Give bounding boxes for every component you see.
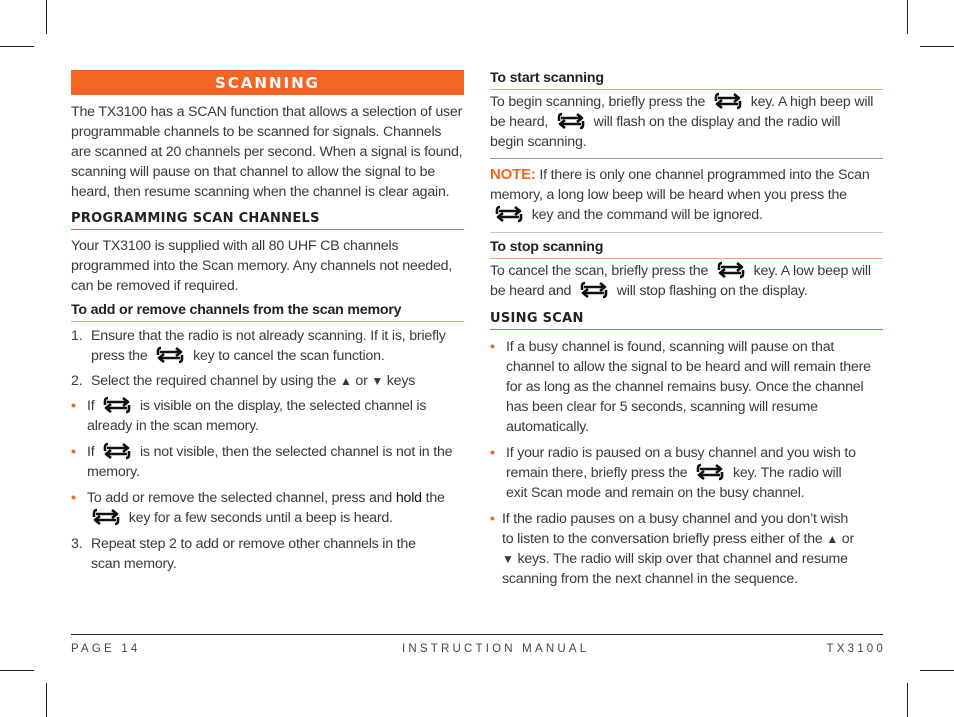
bullet-item	[71, 488, 464, 528]
down-arrow-icon: ▼	[502, 552, 514, 566]
intro-text: The TX3100 has a SCAN function that allows a selection of user programmable channels to be scanned for signals. Channels are scanned at 20 channels per second. When a signal is found, scanning will pause on that channel to allow the signal to be heard, then resume scanning when the channel is clear again.	[71, 104, 463, 200]
bullet-text: To add or remove the selected channel, press and	[87, 490, 393, 506]
bullet-text: If a busy channel is found, scanning will pause on that channel to allow the signal to be heard and will remain there for as long as the channel remains busy. Once the channel has been clear for 5 seconds, scanning will resume automatically.	[506, 339, 871, 435]
manual-title: INSTRUCTION MANUAL	[402, 643, 590, 655]
bullet-text: key for a few seconds until a beep is heard.	[128, 510, 393, 526]
hold-emphasis: hold	[395, 490, 422, 506]
bullet-text: key. The radio will exit Scan mode and remain on the busy channel.	[506, 465, 842, 501]
paragraph-text: will stop flashing on the display.	[616, 283, 808, 299]
left-column	[71, 70, 464, 574]
bullet-text: the	[425, 490, 445, 506]
crop-mark	[0, 670, 34, 671]
paragraph-text: To cancel the scan, briefly press the	[490, 263, 709, 279]
scan-key-icon	[554, 112, 588, 130]
bullet-icon: •	[490, 445, 495, 461]
step-text: keys	[386, 373, 416, 389]
crop-mark	[46, 0, 47, 34]
step-number: 2.	[71, 373, 83, 389]
right-column	[490, 70, 883, 589]
up-arrow-icon: ▲	[339, 374, 352, 388]
paragraph-text: To begin scanning, briefly press the	[490, 94, 706, 110]
add-remove-heading: To add or remove channels from the scan memory	[71, 302, 464, 322]
paragraph-text: key. A high beep will be heard,	[490, 94, 874, 130]
bullet-item	[71, 396, 464, 436]
crop-mark	[46, 683, 47, 717]
bullet-item	[490, 337, 883, 437]
down-arrow-icon: ▼	[371, 374, 384, 388]
bullet-text: is not visible, then the selected channel is not in the memory.	[87, 444, 453, 480]
stop-scanning-text	[490, 261, 883, 301]
divider	[490, 158, 883, 159]
start-scanning-heading: To start scanning	[490, 70, 883, 90]
scan-key-icon	[153, 346, 187, 364]
note-text: If there is only one channel programmed into the Scan memory, a long low beep will be heard when you press the	[490, 167, 870, 203]
step-number: 3.	[71, 536, 83, 552]
bullet-text: is visible on the display, the selected channel is already in the scan memory.	[87, 398, 427, 434]
bullet-icon: •	[490, 339, 495, 355]
scan-key-icon	[492, 205, 526, 223]
note-text: key and the command will be ignored.	[531, 207, 763, 223]
paragraph-text: will flash on the display and the radio will begin scanning.	[490, 114, 841, 150]
crop-mark	[920, 670, 954, 671]
crop-mark	[907, 0, 908, 34]
step-2	[71, 371, 464, 391]
divider	[490, 232, 883, 233]
using-scan-heading: USING SCAN	[490, 311, 883, 330]
section-banner: SCANNING	[71, 70, 464, 95]
step-text: Select the required channel by using the	[91, 373, 337, 389]
crop-mark	[907, 683, 908, 717]
crop-mark	[920, 46, 954, 47]
page-number: PAGE 14	[71, 643, 141, 655]
scan-key-icon	[89, 508, 123, 526]
crop-mark	[0, 46, 34, 47]
scan-key-icon	[714, 261, 748, 279]
step-text: or	[355, 373, 368, 389]
note-label: NOTE:	[490, 166, 536, 183]
model-name: TX3100	[826, 643, 886, 655]
bullet-icon: •	[490, 511, 495, 527]
scan-key-icon	[100, 442, 134, 460]
programming-heading: PROGRAMMING SCAN CHANNELS	[71, 211, 464, 230]
bullet-text: If your radio is paused on a busy channel and you wish to remain there, briefly press the	[506, 445, 856, 481]
bullet-text: keys. The radio will skip over that channel and resume scanning from the next channel in the sequence.	[502, 551, 848, 587]
scan-key-icon	[711, 92, 745, 110]
bullet-item	[490, 443, 883, 503]
start-scanning-text	[490, 92, 883, 152]
bullet-text: If the radio pauses on a busy channel and you don’t wish to listen to the conversation briefly press either of the	[502, 511, 849, 547]
step-number: 1.	[71, 328, 83, 344]
bullet-text: If	[87, 444, 95, 460]
scan-key-icon	[693, 463, 727, 481]
programming-text: Your TX3100 is supplied with all 80 UHF CB channels programmed into the Scan memory. Any channels not needed, can be removed if required.	[71, 238, 453, 294]
step-text: key to cancel the scan function.	[193, 348, 385, 364]
up-arrow-icon: ▲	[826, 532, 839, 546]
bullet-icon: •	[71, 490, 76, 506]
bullet-icon: •	[71, 398, 76, 414]
note-block	[490, 165, 883, 225]
bullet-item	[71, 442, 464, 482]
step-1	[71, 326, 464, 366]
page-footer	[71, 634, 886, 655]
scan-key-icon	[577, 281, 611, 299]
step-text: Repeat step 2 to add or remove other channels in the scan memory.	[91, 536, 416, 572]
bullet-text: or	[841, 531, 855, 547]
scan-key-icon	[100, 396, 134, 414]
paragraph-text: key. A low beep will be heard and	[490, 263, 871, 299]
step-text: Ensure that the radio is not already scanning. If it is, briefly press the	[91, 328, 446, 364]
bullet-text: If	[87, 398, 95, 414]
stop-scanning-heading: To stop scanning	[490, 239, 883, 259]
bullet-item	[490, 509, 883, 589]
step-3	[71, 534, 464, 574]
bullet-icon: •	[71, 444, 76, 460]
